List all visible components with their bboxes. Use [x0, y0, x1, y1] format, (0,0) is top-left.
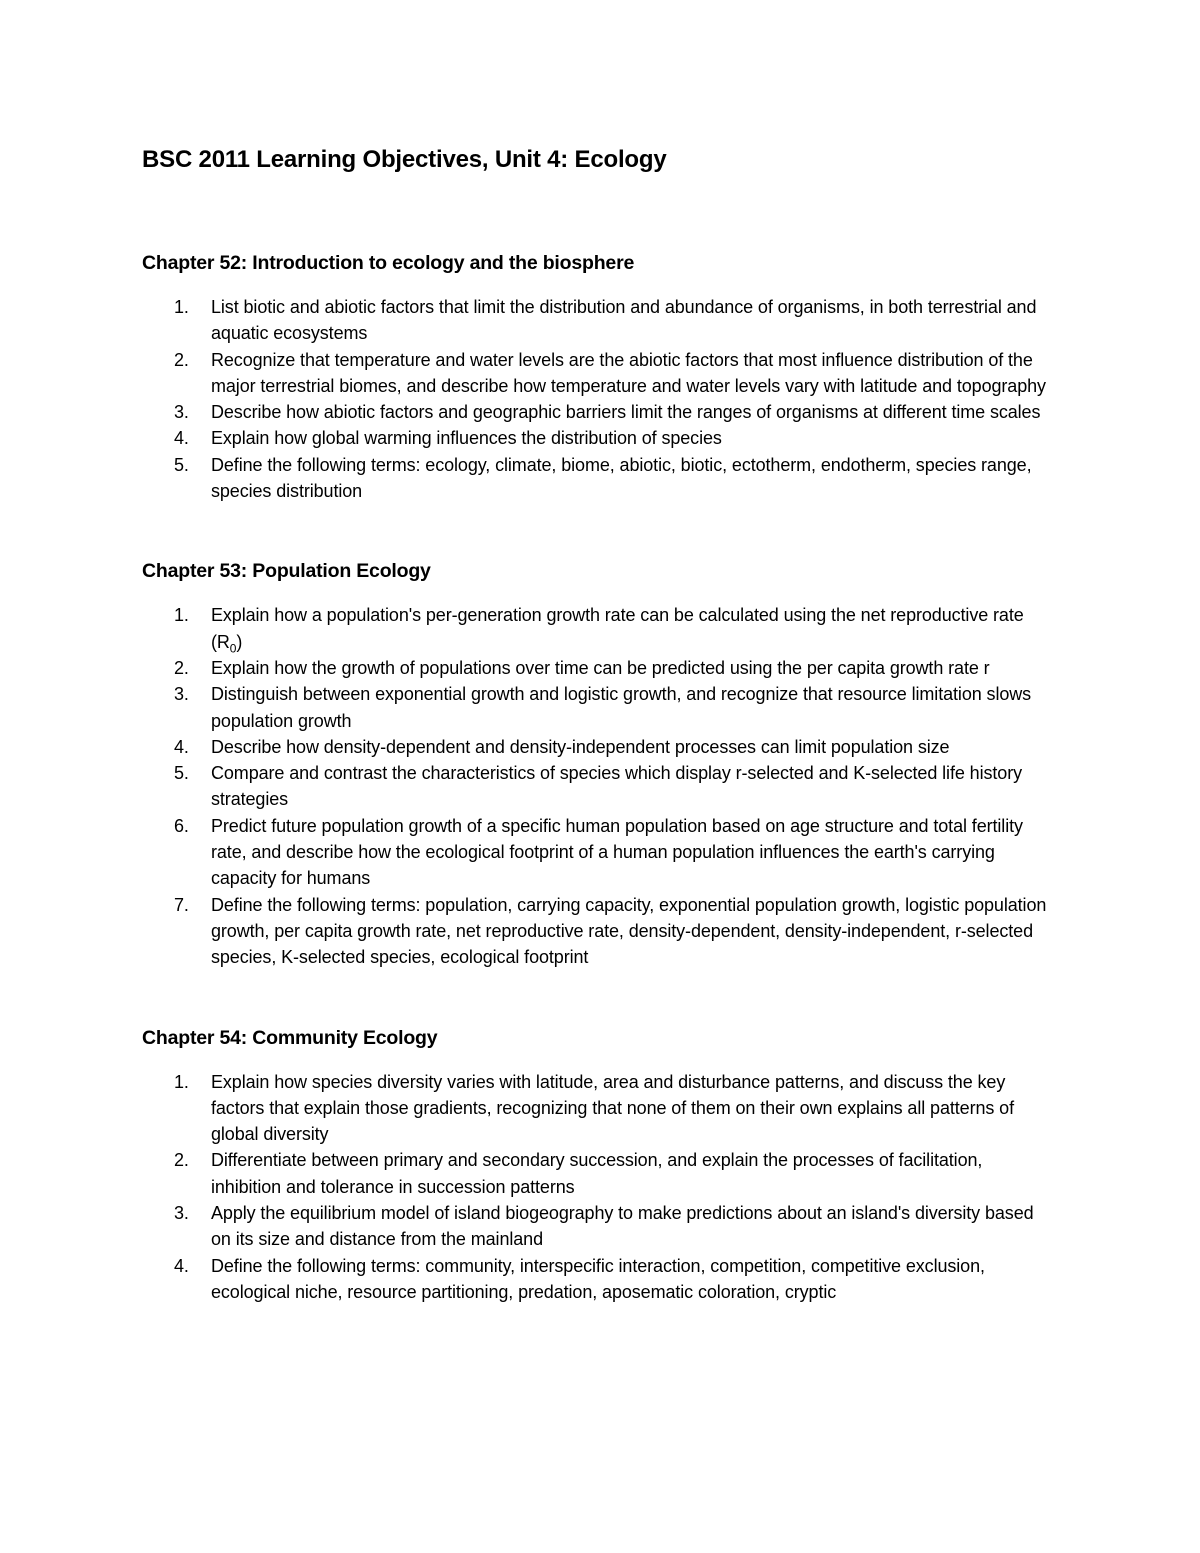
item-number: 2. — [174, 1150, 189, 1171]
item-text: Predict future population growth of a specific human population based on age structure and total fertility rate, and describe how the ecological footprint of a human population influences the earth's carrying capacity for humans — [211, 815, 1023, 889]
list-item — [142, 1147, 1050, 1200]
list-item — [142, 1200, 1050, 1253]
item-number: 4. — [174, 1255, 189, 1276]
list-item — [142, 602, 1050, 655]
item-text: Recognize that temperature and water levels are the abiotic factors that most influence distribution of the major terrestrial biomes, and describe how temperature and water levels vary with latitude and topography — [211, 349, 1046, 396]
item-text: Define the following terms: ecology, climate, biome, abiotic, biotic, ectotherm, endotherm, species range, species distribution — [211, 454, 1032, 502]
item-text-after: ) — [236, 631, 243, 652]
list-item — [142, 1253, 1050, 1306]
item-text: Describe how density-dependent and density-independent processes can limit population size — [211, 736, 950, 757]
item-text: Apply the equilibrium model of island biogeography to make predictions about an island's diversity based on its size and distance from the mainland — [211, 1203, 1034, 1250]
item-number: 2. — [174, 349, 189, 370]
item-number: 4. — [174, 736, 189, 757]
item-number: 2. — [174, 657, 189, 678]
item-number: 1. — [174, 297, 189, 317]
item-text: Explain how global warming influences the distribution of species — [211, 428, 722, 449]
list-item — [142, 399, 1050, 425]
chapter-54-section — [142, 1023, 1050, 1306]
item-text: Define the following terms: community, interspecific interaction, competition, competitive exclusion, ecological niche, resource partitioning, predation, aposematic coloration, cryptic — [211, 1255, 985, 1302]
item-number: 1. — [174, 1071, 189, 1092]
list-item — [142, 425, 1050, 451]
list-item — [142, 813, 1050, 892]
item-number: 7. — [174, 894, 189, 915]
item-text: Define the following terms: population, carrying capacity, exponential population growth, logistic population growth, per capita growth rate, net reproductive rate, density-dependent, density-independent, r-selected species, K-selected species, ecological footprint — [211, 894, 1047, 968]
subscript-zero: 0 — [229, 641, 237, 656]
item-number: 1. — [174, 605, 189, 626]
list-item — [142, 760, 1050, 813]
item-text: Compare and contrast the characteristics of species which display r-selected and K-selected life history strategies — [211, 763, 1022, 810]
objectives-list — [142, 602, 1050, 970]
document-title: BSC 2011 Learning Objectives, Unit 4: Ecology — [142, 146, 667, 173]
item-number: 5. — [174, 454, 189, 475]
item-number: 3. — [174, 402, 189, 423]
list-item — [142, 452, 1050, 505]
item-text: List biotic and abiotic factors that limit the distribution and abundance of organisms, in both terrestrial and aquatic ecosystems — [211, 297, 1037, 344]
item-text: Explain how the growth of populations over time can be predicted using the per capita growth rate r — [211, 657, 990, 678]
item-number: 4. — [174, 428, 189, 449]
item-text: Describe how abiotic factors and geographic barriers limit the ranges of organisms at different time scales — [211, 402, 1041, 423]
item-text: Differentiate between primary and secondary succession, and explain the processes of facilitation, inhibition and tolerance in succession patterns — [211, 1150, 983, 1197]
list-item — [142, 892, 1050, 971]
chapter-53-section — [142, 556, 1050, 970]
item-text: Explain how species diversity varies with latitude, area and disturbance patterns, and discuss the key factors that explain those gradients, recognizing that none of them on their own explains all patterns of global diversity — [211, 1071, 1014, 1145]
list-item — [142, 347, 1050, 400]
list-item — [142, 734, 1050, 760]
list-item — [142, 655, 1050, 681]
chapter-heading: Chapter 54: Community Ecology — [142, 1026, 438, 1049]
chapter-52-section — [142, 248, 1050, 504]
chapter-heading: Chapter 53: Population Ecology — [142, 560, 431, 583]
item-number: 3. — [174, 1203, 189, 1224]
list-item — [142, 681, 1050, 734]
chapter-heading: Chapter 52: Introduction to ecology and the biosphere — [142, 252, 635, 274]
item-text: Distinguish between exponential growth and logistic growth, and recognize that resource limitation slows population growth — [211, 684, 1032, 731]
item-text-main: Explain how a population's per-generation growth rate can be calculated using the net reproductive rate (R — [211, 605, 1024, 652]
objectives-list — [142, 294, 1050, 504]
item-text — [211, 605, 1024, 656]
item-number: 6. — [174, 815, 189, 836]
objectives-list — [142, 1069, 1050, 1306]
list-item — [142, 294, 1050, 347]
item-number: 3. — [174, 684, 189, 705]
list-item — [142, 1069, 1050, 1148]
item-number: 5. — [174, 763, 189, 784]
